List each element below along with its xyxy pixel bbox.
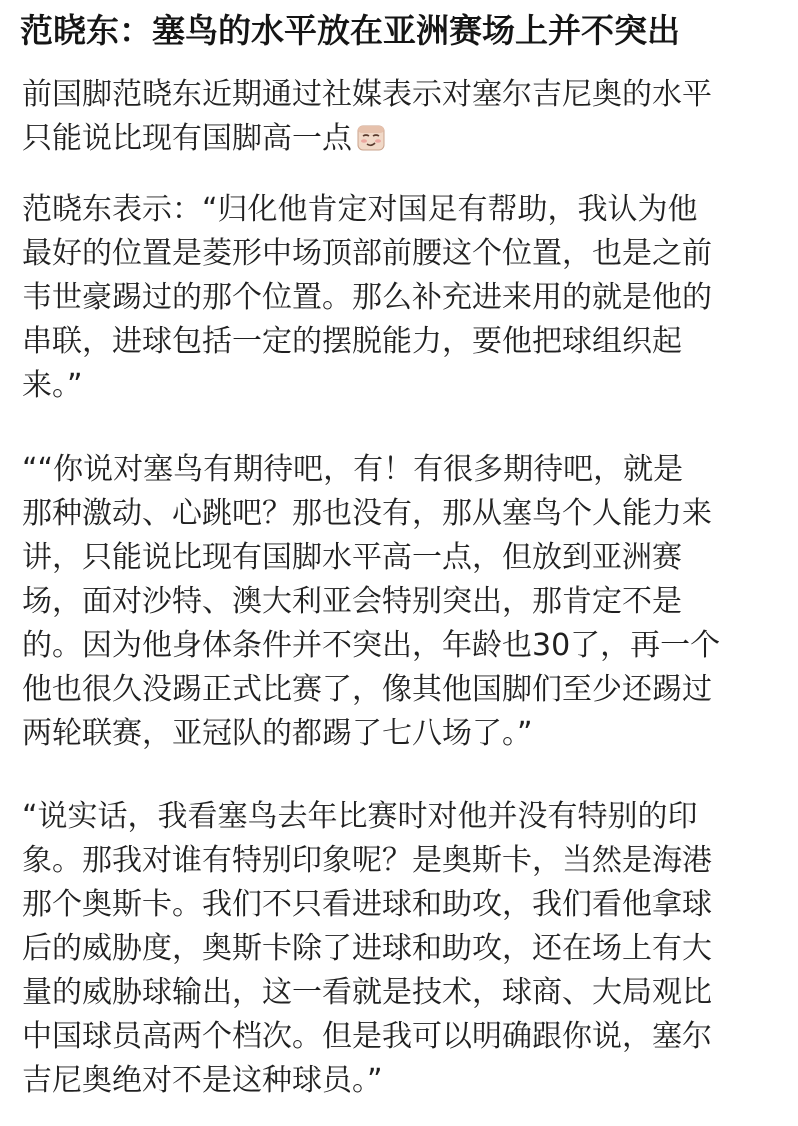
quote-line: 讲，只能说比现有国脚水平高一点，但放到亚洲赛 bbox=[22, 540, 682, 575]
quote-line: 串联，进球包括一定的摆脱能力，要他把球组织起 bbox=[22, 324, 682, 359]
quote-line: 范晓东表示：“归化他肯定对国足有帮助，我认为他 bbox=[22, 192, 698, 227]
quote-line: 场，面对沙特、澳大利亚会特别突出，那肯定不是 bbox=[22, 584, 682, 619]
intro-line-with-emoji bbox=[22, 117, 782, 161]
intro-line-text: 只能说比现有国脚高一点 bbox=[22, 121, 352, 156]
quote-line: “说实话，我看塞鸟去年比赛时对他并没有特别的印 bbox=[22, 799, 698, 834]
article-headline: 范晓东：塞鸟的水平放在亚洲赛场上并不突出 bbox=[20, 11, 680, 50]
quote-line: 两轮联赛，亚冠队的都踢了七八场了。” bbox=[22, 716, 533, 751]
quote-line: 来。” bbox=[22, 368, 83, 403]
quote-line: 中国球员高两个档次。但是我可以明确跟你说，塞尔 bbox=[22, 1019, 712, 1054]
quote-line: 那个奥斯卡。我们不只看进球和助攻，我们看他拿球 bbox=[22, 887, 712, 922]
quote-line: 最好的位置是菱形中场顶部前腰这个位置，也是之前 bbox=[22, 236, 712, 271]
quote-paragraph-1 bbox=[22, 188, 782, 408]
intro-paragraph bbox=[22, 73, 782, 161]
quote-line: 量的威胁球输出，这一看就是技术，球商、大局观比 bbox=[22, 975, 712, 1010]
quote-line: 象。那我对谁有特别印象呢？是奥斯卡，当然是海港 bbox=[22, 843, 712, 878]
smirking-face-emoji-icon bbox=[356, 121, 386, 149]
quote-line: 的。因为他身体条件并不突出，年龄也30了，再一个 bbox=[22, 628, 721, 663]
quote-line: 后的威胁度，奥斯卡除了进球和助攻，还在场上有大 bbox=[22, 931, 712, 966]
quote-line: 韦世豪踢过的那个位置。那么补充进来用的就是他的 bbox=[22, 280, 712, 315]
quote-line: ““你说对塞鸟有期待吧，有！有很多期待吧，就是 bbox=[22, 452, 684, 487]
quote-line: 那种激动、心跳吧？那也没有，那从塞鸟个人能力来 bbox=[22, 496, 712, 531]
quote-line: 吉尼奥绝对不是这种球员。” bbox=[22, 1063, 383, 1098]
quote-paragraph-2 bbox=[22, 448, 782, 756]
intro-line: 前国脚范晓东近期通过社媒表示对塞尔吉尼奥的水平 bbox=[22, 77, 712, 112]
quote-line: 他也很久没踢正式比赛了，像其他国脚们至少还踢过 bbox=[22, 672, 712, 707]
quote-paragraph-3 bbox=[22, 795, 782, 1103]
